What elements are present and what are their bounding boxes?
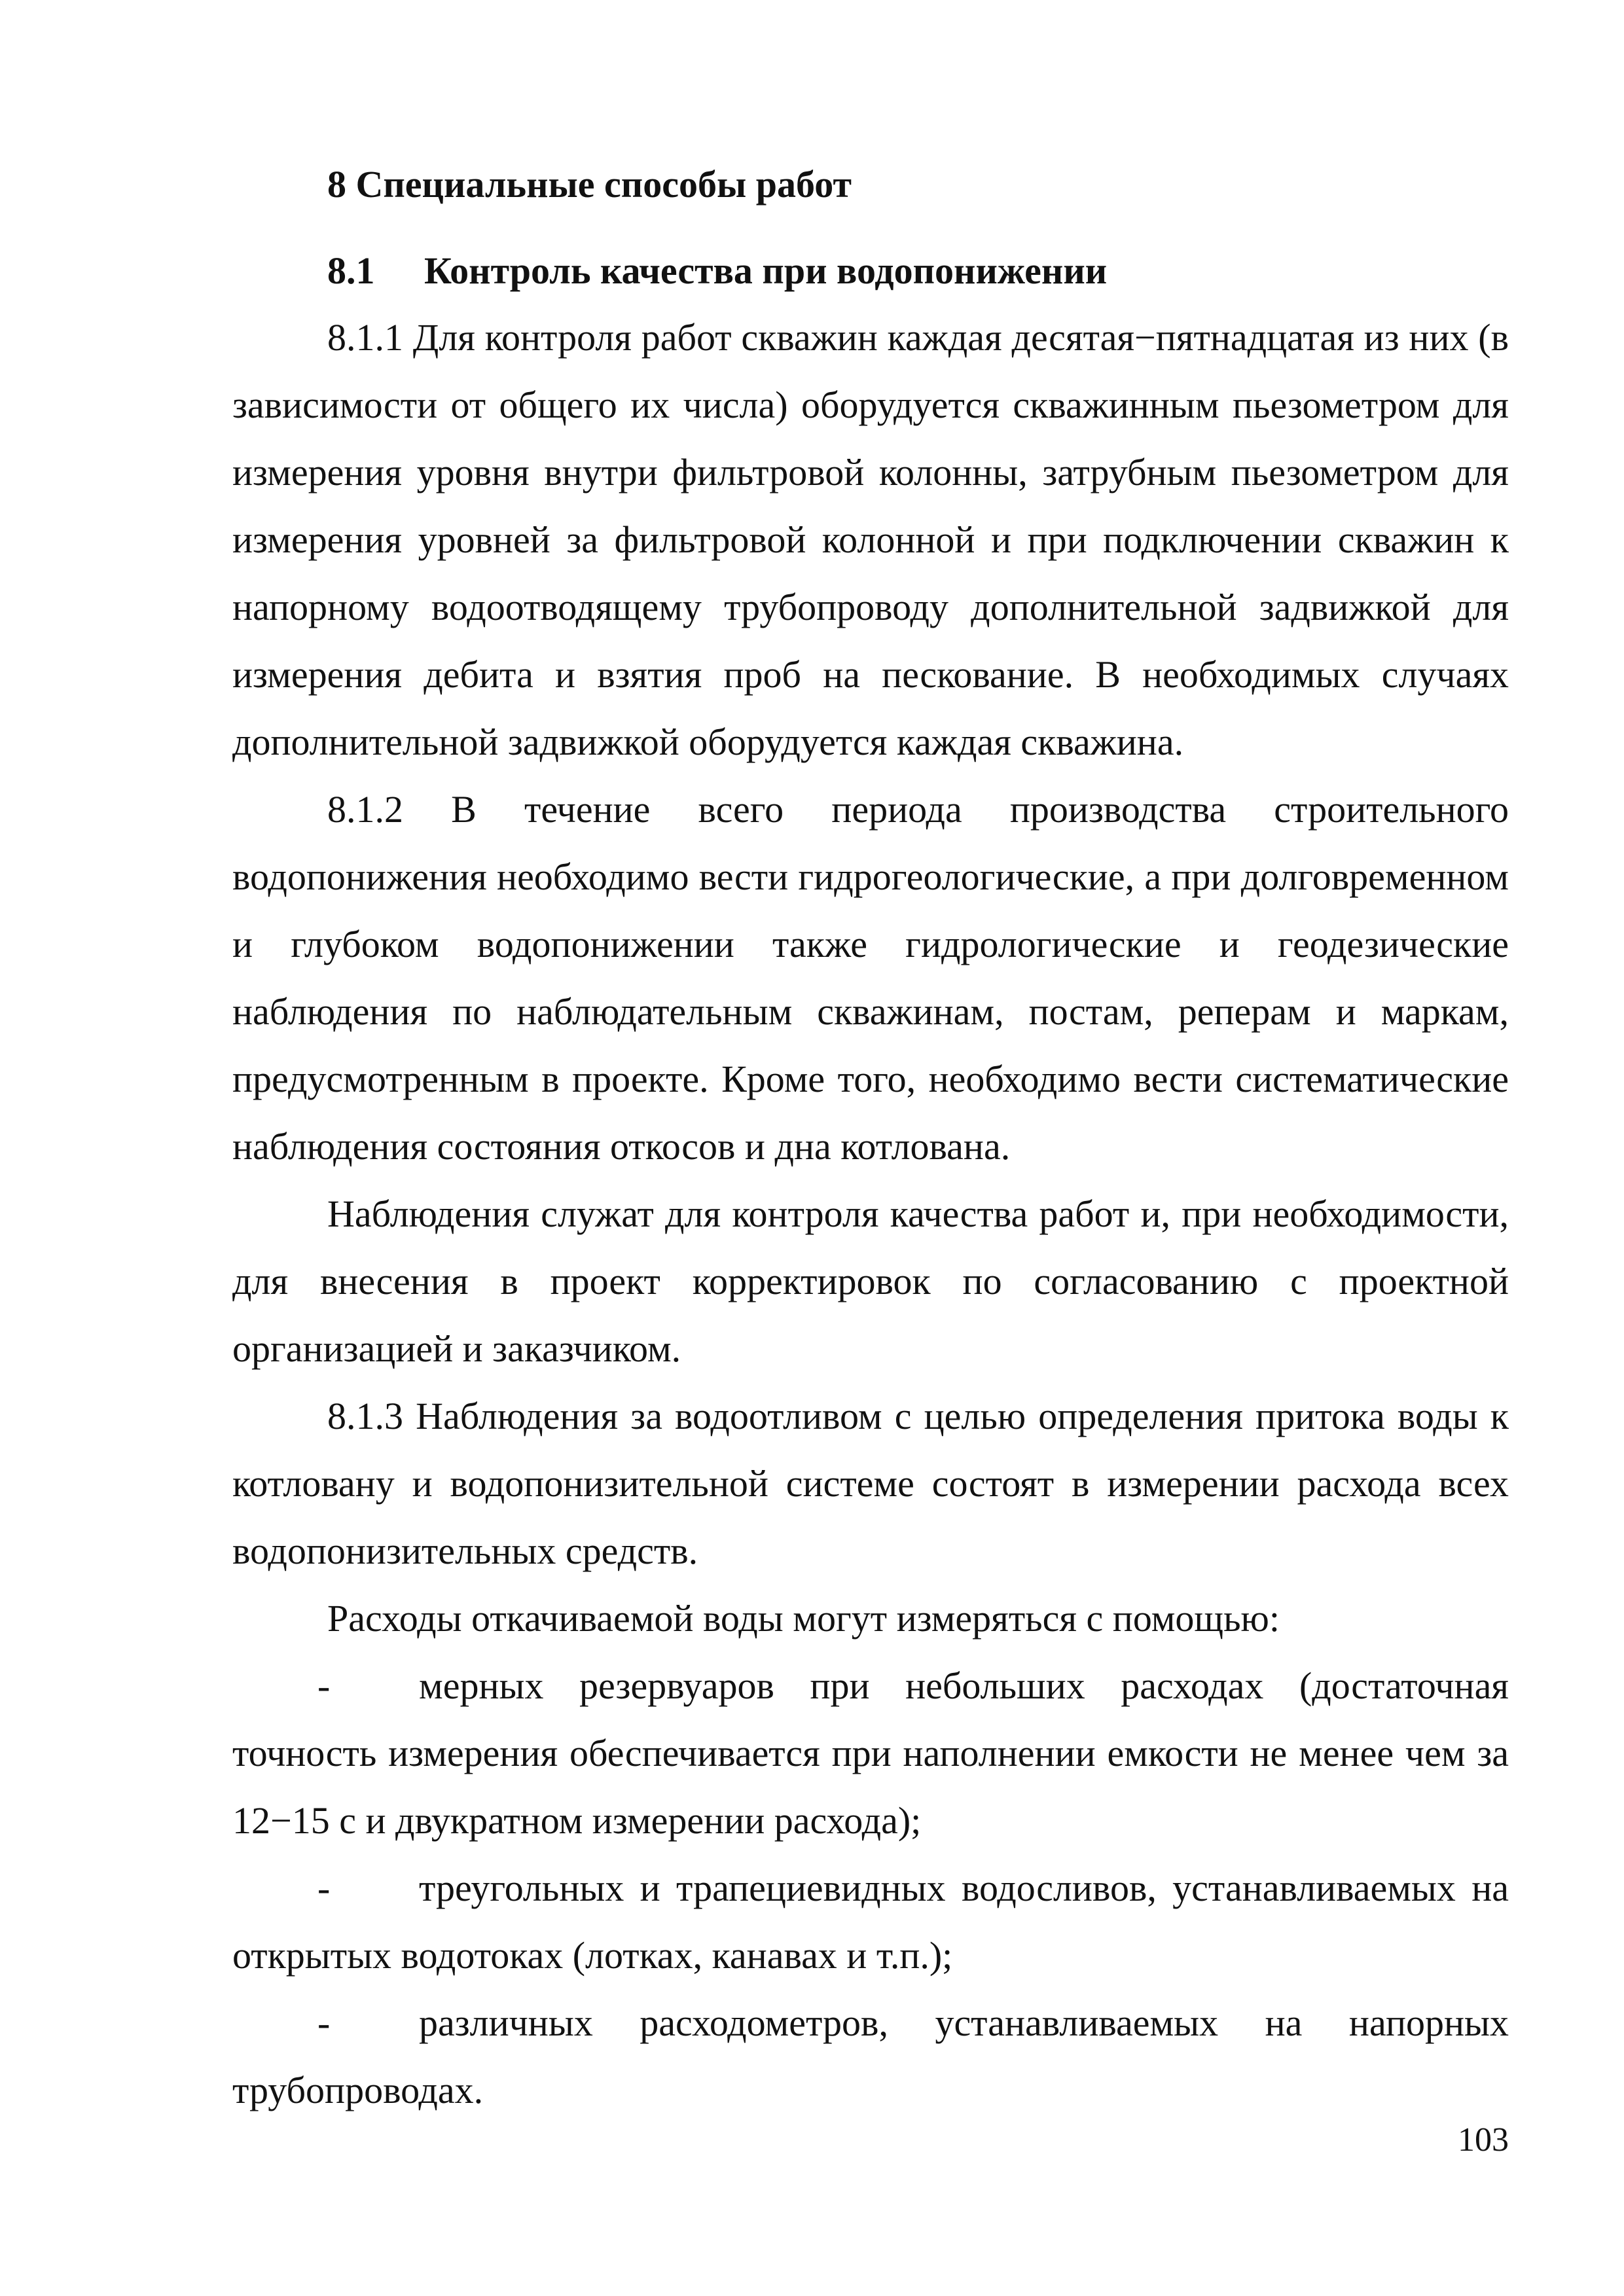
section-title: Контроль качества при водопонижении — [424, 249, 1108, 292]
paragraph-flow-measurement: Расходы откачиваемой воды могут измеряться с помощью: — [327, 1597, 1280, 1640]
list-item — [232, 1652, 1509, 1854]
document-body — [232, 304, 1509, 2124]
section-number: 8.1 — [327, 249, 375, 292]
list-item-text: мерных резервуаров при небольших расходах (достаточная точность измерения обеспечивается при наполнении емкости не менее чем за 12−15 с и двукратном измерении расхода); — [232, 1664, 1509, 1842]
paragraph-observations: Наблюдения служат для контроля качества работ и, при необходимости, для внесения в проект корректировок по согласованию с проектной организацией и заказчиком. — [232, 1193, 1509, 1370]
section-heading — [327, 237, 1107, 304]
list-bullet: - — [317, 2001, 331, 2044]
paragraph-8-1-3: 8.1.3 Наблюдения за водоотливом с целью определения притока воды к котловану и водопонизительной системе состоят в измерении расхода всех водопонизительных средств. — [232, 1395, 1509, 1572]
list-item — [232, 1854, 1509, 1989]
list-bullet: - — [317, 1867, 331, 1909]
list-item — [232, 1989, 1509, 2124]
paragraph-8-1-2: 8.1.2 В течение всего периода производства строительного водопонижения необходимо вести гидрогеологические, а при долговременном и глубоком водопонижении также гидрологические и геодезические наблюдения по наблюдательным скважинам, постам, реперам и маркам, предусмотренным в проекте. Кроме того, необходимо вести систематические наблюдения состояния откосов и дна котлована. — [232, 788, 1509, 1168]
list-item-text: различных расходометров, устанавливаемых на напорных трубопроводах. — [232, 2001, 1509, 2111]
list-item-text: треугольных и трапециевидных водосливов, устанавливаемых на открытых водотоках (лотках, канавах и т.п.); — [232, 1867, 1509, 1977]
paragraph-8-1-1: 8.1.1 Для контроля работ скважин каждая десятая−пятнадцатая из них (в зависимости от общего их числа) оборудуется скважинным пьезометром для измерения уровня внутри фильтровой колонны, затрубным пьезометром для измерения уровней за фильтровой колонной и при подключении скважин к напорному водоотводящему трубопроводу дополнительной задвижкой для измерения дебита и взятия проб на пескование. В необходимых случаях дополнительной задвижкой оборудуется каждая скважина. — [232, 316, 1509, 763]
list-bullet: - — [317, 1664, 331, 1707]
page-number: 103 — [1458, 2121, 1509, 2159]
chapter-heading: 8 Специальные способы работ — [327, 163, 852, 206]
